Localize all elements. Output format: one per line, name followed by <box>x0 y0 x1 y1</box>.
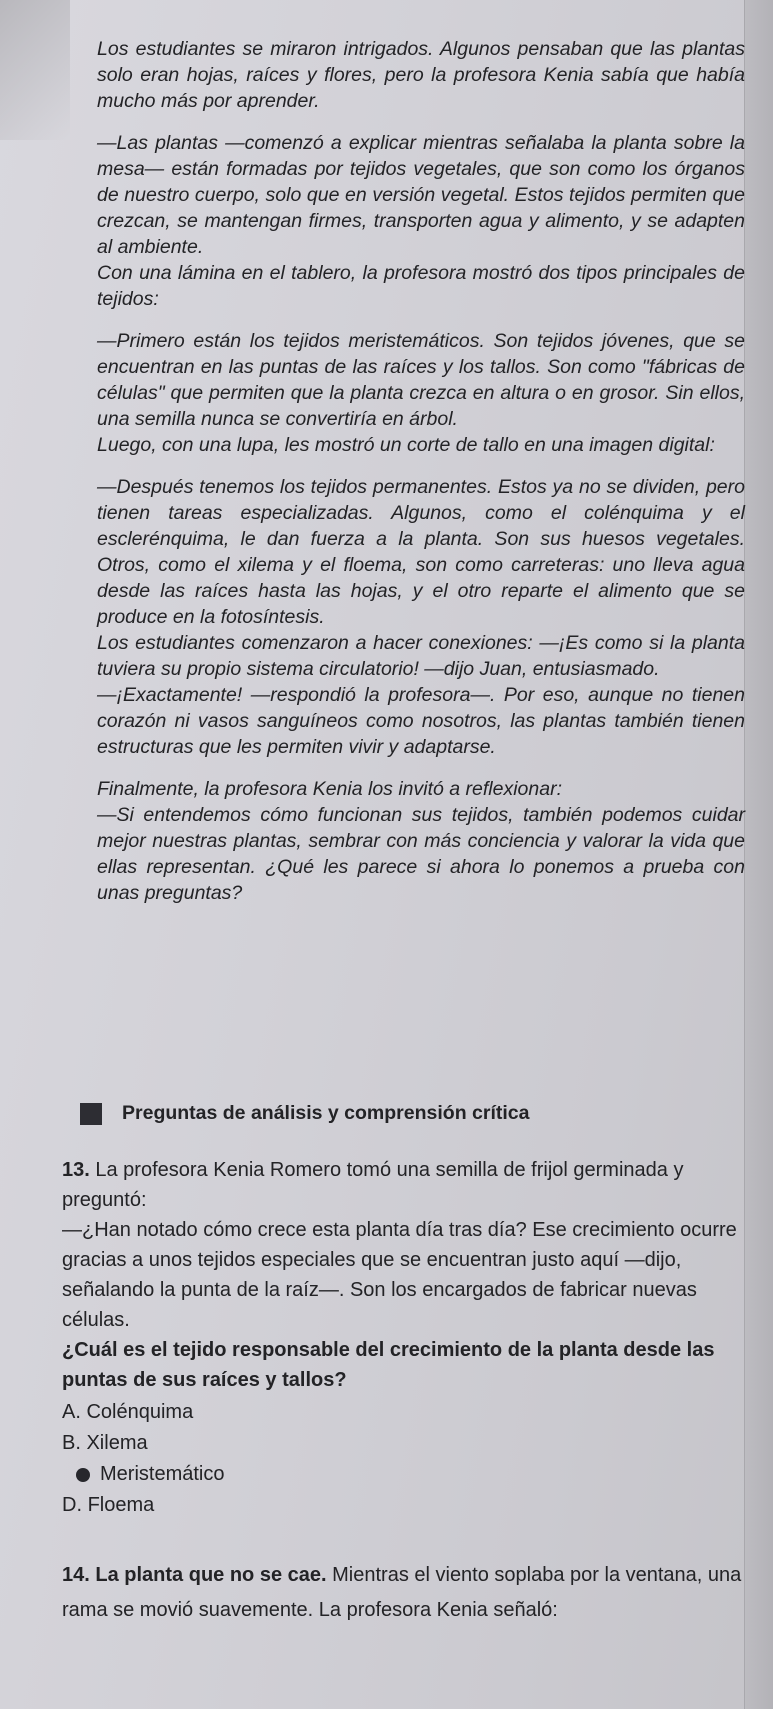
question-number: 13. <box>62 1159 90 1181</box>
option-letter: D. <box>62 1494 82 1516</box>
option-d[interactable] <box>62 1490 752 1521</box>
question-14-title: La planta que no se cae. <box>95 1564 327 1586</box>
story-paragraph: —Si entendemos cómo funcionan sus tejidos, también podemos cuidar mejor nuestras plantas, sembrar con más conciencia y valorar la vida que ellas representan. ¿Qué les parece si ahora lo ponemos a prueba con unas preguntas? <box>97 804 745 904</box>
option-b[interactable] <box>62 1428 752 1459</box>
question-number: 14. <box>62 1564 90 1586</box>
story-paragraph: Los estudiantes comenzaron a hacer conexiones: —¡Es como si la planta tuviera su propio sistema circulatorio! —dijo Juan, entusiasmado. <box>97 632 745 680</box>
story-paragraph: —Las plantas —comenzó a explicar mientras señalaba la planta sobre la mesa— están formadas por tejidos vegetales, que son como los órganos de nuestro cuerpo, solo que en versión vegetal. Estos tejidos permiten que crezcan, se mantengan firmes, transporten agua y alimento, y se adapten al ambiente. <box>97 132 745 258</box>
question-13-quote: —¿Han notado cómo crece esta planta día tras día? Ese crecimiento ocurre gracias a unos tejidos especiales que se encuentran justo aquí —dijo, señalando la punta de la raíz—. Son los encargados de fabricar nuevas células. <box>62 1219 737 1331</box>
option-c-selected[interactable] <box>62 1459 752 1490</box>
question-14 <box>62 1558 752 1628</box>
story-text <box>97 36 745 906</box>
option-text: Xilema <box>86 1432 148 1454</box>
answer-options <box>62 1397 752 1521</box>
option-letter: B. <box>62 1432 81 1454</box>
story-paragraph: Luego, con una lupa, les mostró un corte de tallo en una imagen digital: <box>97 434 715 456</box>
option-letter: A. <box>62 1401 81 1423</box>
square-bullet-icon <box>80 1103 102 1125</box>
page-shadow <box>0 0 70 140</box>
section-title: Preguntas de análisis y comprensión crítica <box>122 1102 530 1124</box>
question-13-intro-text: La profesora Kenia Romero tomó una semilla de frijol germinada y preguntó: <box>62 1159 684 1211</box>
story-paragraph: —¡Exactamente! —respondió la profesora—. Por eso, aunque no tienen corazón ni vasos sanguíneos como nosotros, las plantas también tienen estructuras que les permiten vivir y adaptarse. <box>97 684 745 758</box>
filled-circle-mark-icon <box>76 1468 90 1482</box>
section-header <box>80 1102 529 1125</box>
question-14-text <box>62 1558 752 1628</box>
story-paragraph: Con una lámina en el tablero, la profesora mostró dos tipos principales de tejidos: <box>97 262 745 310</box>
question-13-prompt: ¿Cuál es el tejido responsable del crecimiento de la planta desde las puntas de sus raíces y tallos? <box>62 1339 715 1391</box>
story-paragraph: Finalmente, la profesora Kenia los invitó a reflexionar: <box>97 778 562 800</box>
option-text: Colénquima <box>86 1401 194 1423</box>
story-paragraph: Los estudiantes se miraron intrigados. Algunos pensaban que las plantas solo eran hojas, raíces y flores, pero la profesora Kenia sabía que había mucho más por aprender. <box>97 38 745 112</box>
option-text: Meristemático <box>100 1463 225 1485</box>
question-13-intro <box>62 1155 752 1215</box>
option-a[interactable] <box>62 1397 752 1428</box>
question-13 <box>62 1155 752 1521</box>
question-14-body: Mientras el viento soplaba por la ventana, una rama se movió suavemente. La profesora Kenia señaló: <box>62 1564 742 1621</box>
option-text: Floema <box>87 1494 155 1516</box>
story-paragraph: —Después tenemos los tejidos permanentes. Estos ya no se dividen, pero tienen tareas especializadas. Algunos, como el colénquima y el esclerénquima, le dan fuerza a la planta. Son sus huesos vegetales. Otros, como el xilema y el floema, son como carreteras: uno lleva agua desde las raíces hasta las hojas, y el otro reparte el alimento que se produce en la fotosíntesis. <box>97 476 745 628</box>
story-paragraph: —Primero están los tejidos meristemáticos. Son tejidos jóvenes, que se encuentran en las puntas de las raíces y los tallos. Son como "fábricas de células" que permiten que la planta crezca en altura o en grosor. Sin ellos, una semilla nunca se convertiría en árbol. <box>97 330 745 430</box>
